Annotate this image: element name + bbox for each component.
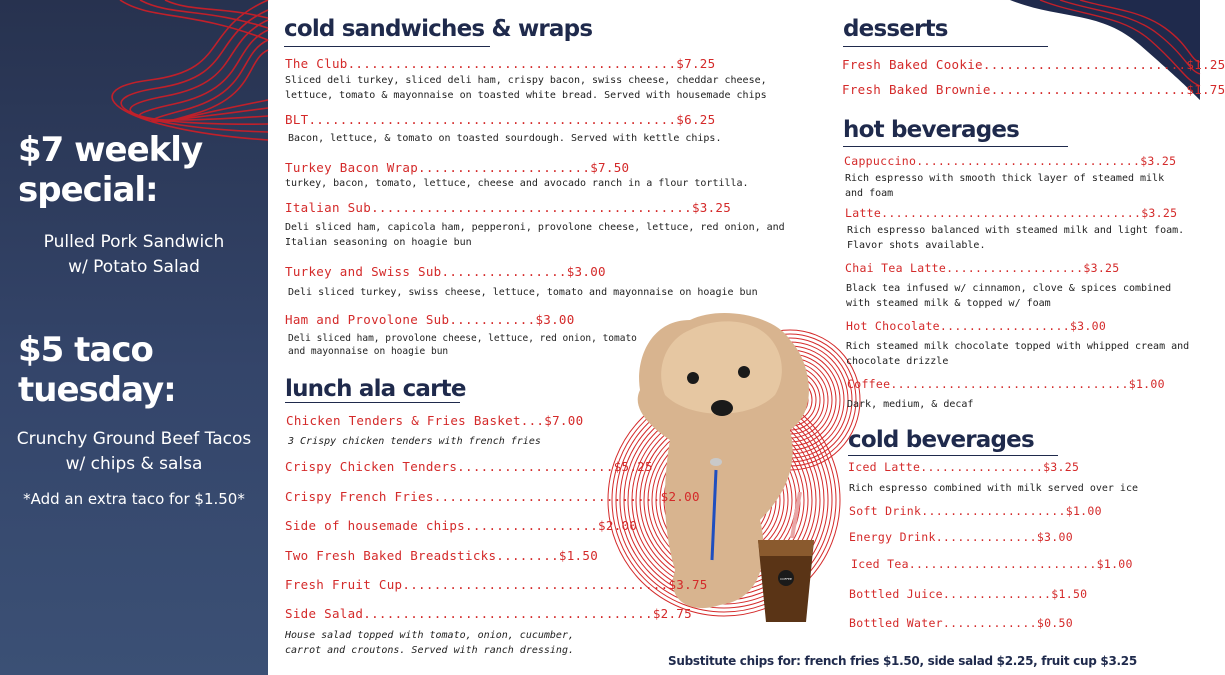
menu-item: Energy Drink..............$3.00 bbox=[849, 530, 1073, 544]
taco-tuesday-line1: Crunchy Ground Beef Tacos bbox=[16, 429, 252, 449]
menu-item: Soft Drink....................$1.00 bbox=[849, 504, 1102, 518]
menu-item: Turkey and Swiss Sub................$3.00 bbox=[285, 264, 606, 279]
menu-item: Two Fresh Baked Breadsticks........$1.50 bbox=[285, 548, 599, 563]
menu-item: Fresh Fruit Cup..................................$3.75 bbox=[285, 577, 708, 592]
menu-item: BLT...............................................$6.25 bbox=[285, 112, 716, 127]
menu-item: Iced Tea..........................$1.00 bbox=[851, 557, 1133, 571]
heading-rule bbox=[843, 46, 1048, 47]
menu-item: Side of housemade chips.................$2.00 bbox=[285, 518, 638, 533]
menu-item: Italian Sub.........................................$3.25 bbox=[285, 200, 732, 215]
menu-item: Chai Tea Latte...................$3.25 bbox=[845, 261, 1120, 275]
menu-item: Chicken Tenders & Fries Basket...$7.00 bbox=[286, 413, 584, 428]
menu-item: The Club..........................................$7.25 bbox=[285, 56, 716, 71]
item-description: turkey, bacon, tomato, lettuce, cheese and avocado ranch in a flour tortilla. bbox=[285, 178, 749, 189]
cold-beverages-heading: cold beverages bbox=[848, 427, 1034, 453]
item-description: House salad topped with tomato, onion, cucumber, carrot and croutons. Served with ranch dressing. bbox=[285, 630, 574, 656]
menu-item: Ham and Provolone Sub...........$3.00 bbox=[285, 312, 575, 327]
item-description: Black tea infused w/ cinnamon, clove & spices combined with steamed milk & topped w/ foam bbox=[846, 283, 1172, 309]
weekly-special-title: $7 weekly special: bbox=[18, 130, 203, 210]
cold-sandwiches-heading: cold sandwiches & wraps bbox=[284, 16, 593, 42]
heading-rule bbox=[848, 455, 1058, 456]
menu-item: Cappuccino...............................$3.25 bbox=[844, 154, 1177, 168]
item-description: Rich espresso balanced with steamed milk and light foam. Flavor shots available. bbox=[847, 225, 1185, 251]
item-description: Rich espresso with smooth thick layer of steamed milk and foam bbox=[845, 173, 1165, 199]
desserts-heading: desserts bbox=[843, 16, 948, 42]
menu-item: Bottled Water.............$0.50 bbox=[849, 616, 1073, 630]
menu-item: Crispy Chicken Tenders....................$5.25 bbox=[285, 459, 653, 474]
item-description: 3 Crispy chicken tenders with french fries bbox=[288, 436, 541, 447]
item-description: Deli sliced ham, capicola ham, pepperoni, provolone cheese, lettuce, red onion, and Italian seasoning on hoagie bun bbox=[285, 222, 785, 248]
menu-item: Coffee.................................$1.00 bbox=[847, 377, 1165, 391]
menu-item: Side Salad.....................................$2.75 bbox=[285, 606, 692, 621]
substitute-note: Substitute chips for: french fries $1.50, side salad $2.25, fruit cup $3.25 bbox=[668, 654, 1137, 668]
cup-label: COFFEE bbox=[780, 577, 792, 581]
taco-tuesday-title: $5 taco tuesday: bbox=[18, 330, 176, 410]
menu-item: Fresh Baked Cookie..........................$1.25 bbox=[842, 57, 1225, 72]
item-description: Dark, medium, & decaf bbox=[847, 399, 974, 410]
heading-rule bbox=[284, 46, 490, 47]
item-description: Deli sliced ham, provolone cheese, lettuce, red onion, tomato and mayonnaise on hoagie bun bbox=[288, 333, 637, 357]
weekly-special-line2: w/ Potato Salad bbox=[68, 257, 200, 277]
item-description: Deli sliced turkey, swiss cheese, lettuce, tomato and mayonnaise on hoagie bun bbox=[288, 287, 758, 298]
weekly-special-line1: Pulled Pork Sandwich bbox=[43, 232, 225, 252]
lunch-heading: lunch ala carte bbox=[285, 376, 466, 402]
taco-tuesday-line2: w/ chips & salsa bbox=[65, 454, 203, 474]
item-description: Sliced deli turkey, sliced deli ham, crispy bacon, swiss cheese, cheddar cheese, lettuce, tomato & mayonnaise on toasted white bread. Served with housemade chips bbox=[285, 75, 767, 101]
menu-item: Turkey Bacon Wrap......................$7.50 bbox=[285, 160, 630, 175]
menu-item: Crispy French Fries.............................$2.00 bbox=[285, 489, 700, 504]
item-description: Bacon, lettuce, & tomato on toasted sourdough. Served with kettle chips. bbox=[288, 133, 722, 144]
hot-beverages-heading: hot beverages bbox=[843, 117, 1020, 143]
item-description: Rich steamed milk chocolate topped with whipped cream and chocolate drizzle bbox=[846, 341, 1190, 367]
heading-rule bbox=[843, 146, 1068, 147]
menu-item: Iced Latte.................$3.25 bbox=[848, 460, 1080, 474]
item-description: Rich espresso combined with milk served over ice bbox=[849, 483, 1138, 494]
menu-item: Fresh Baked Brownie.........................$1.75 bbox=[842, 82, 1225, 97]
heading-rule bbox=[285, 402, 460, 403]
menu-item: Latte....................................$3.25 bbox=[845, 206, 1178, 220]
taco-note: *Add an extra taco for $1.50* bbox=[23, 490, 245, 508]
menu-item: Hot Chocolate..................$3.00 bbox=[846, 319, 1107, 333]
menu-item: Bottled Juice...............$1.50 bbox=[849, 587, 1088, 601]
